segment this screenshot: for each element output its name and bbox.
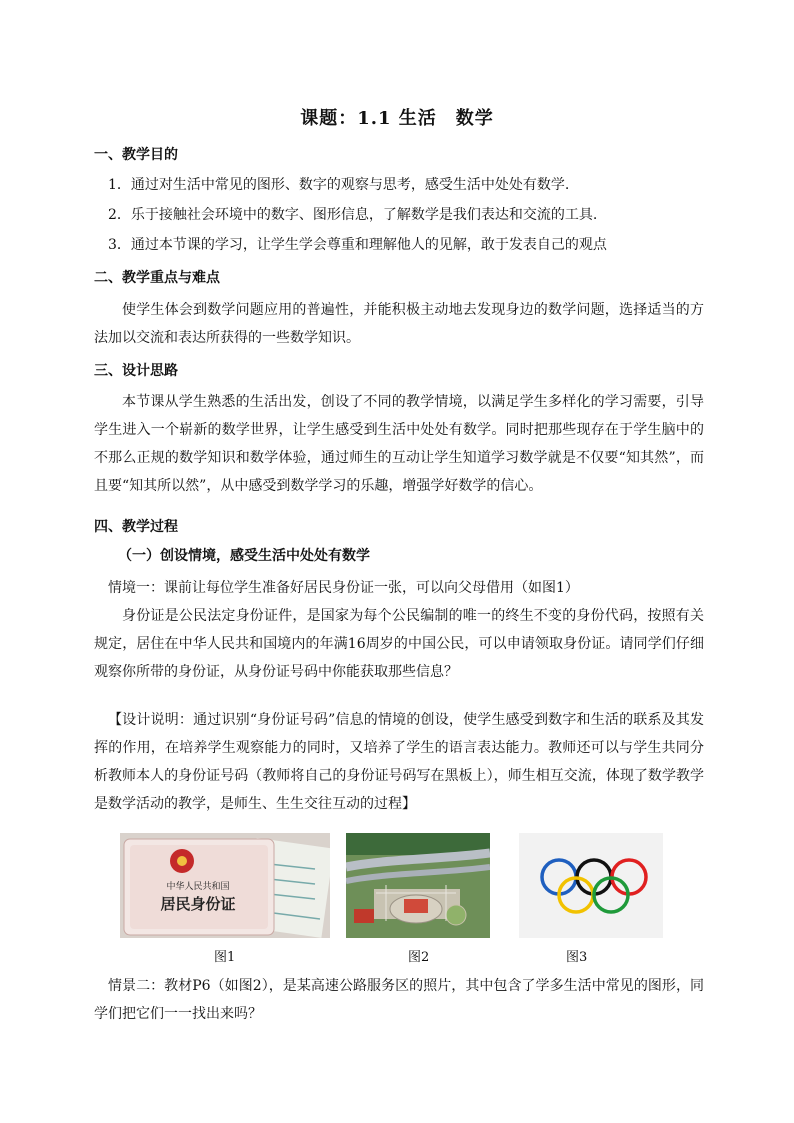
objective-item-2: 2．乐于接触社会环境中的数字、图形信息，了解数学是我们表达和交流的工具. bbox=[108, 207, 598, 223]
scene1-paragraph: 身份证是公民法定身份证件，是国家为每个公民编制的唯一的终生不变的身份代码，按照有关规定，居住在中华人民共和国境内的年满16周岁的中国公民，可以申请领取身份证。请同学们仔细观察你所带的身份证，从身份证号码中你能获取那些信息？ bbox=[94, 608, 704, 680]
figure-row bbox=[0, 833, 794, 963]
objective-item-3: 3．通过本节课的学习，让学生学会尊重和理解他人的见解，敢于发表自己的观点 bbox=[108, 237, 607, 253]
figure-2-service-area bbox=[346, 833, 490, 938]
figure-1-id-card bbox=[120, 833, 330, 938]
id-card-title-text: 居民身份证 bbox=[160, 895, 236, 913]
design-paragraph: 本节课从学生熟悉的生活出发，创设了不同的教学情境，以满足学生多样化的学习需要，引导学生进入一个崭新的数学世界，让学生感受到生活中处处有数学。同时把那些现存在于学生脑中的不那么正规的数学知识和数学体验，通过师生的互动让学生知道学习数学就是不仅要“知其然”，而且要“知其所以然”，从中感受到数学学习的乐趣，增强学好数学的信心。 bbox=[94, 394, 704, 494]
figure-3-caption: 图3 bbox=[566, 950, 588, 965]
section-heading-design: 三、设计思路 bbox=[94, 363, 178, 379]
design-note-paragraph: 【设计说明：通过识别“身份证号码”信息的情境的创设，使学生感受到数字和生活的联系及其发挥的作用，在培养学生观察能力的同时，又培养了学生的语言表达能力。教师还可以与学生共同分析教师本人的身份证号码（教师将自己的身份证号码写在黑板上），师生相互交流，体现了数学教学是数学活动的教学，是师生、生生交往互动的过程】 bbox=[94, 712, 704, 812]
id-card-country-text: 中华人民共和国 bbox=[166, 882, 230, 892]
key-points-paragraph: 使学生体会到数学问题应用的普遍性，并能积极主动地去发现身边的数学问题，选择适当的方法加以交流和表达所获得的一些数学知识。 bbox=[94, 302, 704, 346]
scene1-line: 情境一：课前让每位学生准备好居民身份证一张，可以向父母借用（如图1） bbox=[108, 580, 579, 596]
objective-item-1: 1．通过对生活中常见的图形、数字的观察与思考，感受生活中处处有数学. bbox=[108, 177, 570, 193]
page-title: 课题：1.1 生活 数学 bbox=[300, 108, 494, 129]
figure-1-caption: 图1 bbox=[214, 950, 236, 965]
section-heading-process: 四、教学过程 bbox=[94, 519, 178, 535]
section-heading-objectives: 一、教学目的 bbox=[94, 147, 178, 163]
subsection-heading-1: （一）创设情境，感受生活中处处有数学 bbox=[118, 548, 370, 564]
section-heading-key-points: 二、教学重点与难点 bbox=[94, 270, 220, 286]
figure-3-olympic-rings bbox=[519, 833, 663, 938]
figure-2-caption: 图2 bbox=[408, 950, 430, 965]
scene2-paragraph: 情景二：教材P6（如图2），是某高速公路服务区的照片，其中包含了学多生活中常见的图形，同学们把它们一一找出来吗？ bbox=[94, 978, 704, 1022]
